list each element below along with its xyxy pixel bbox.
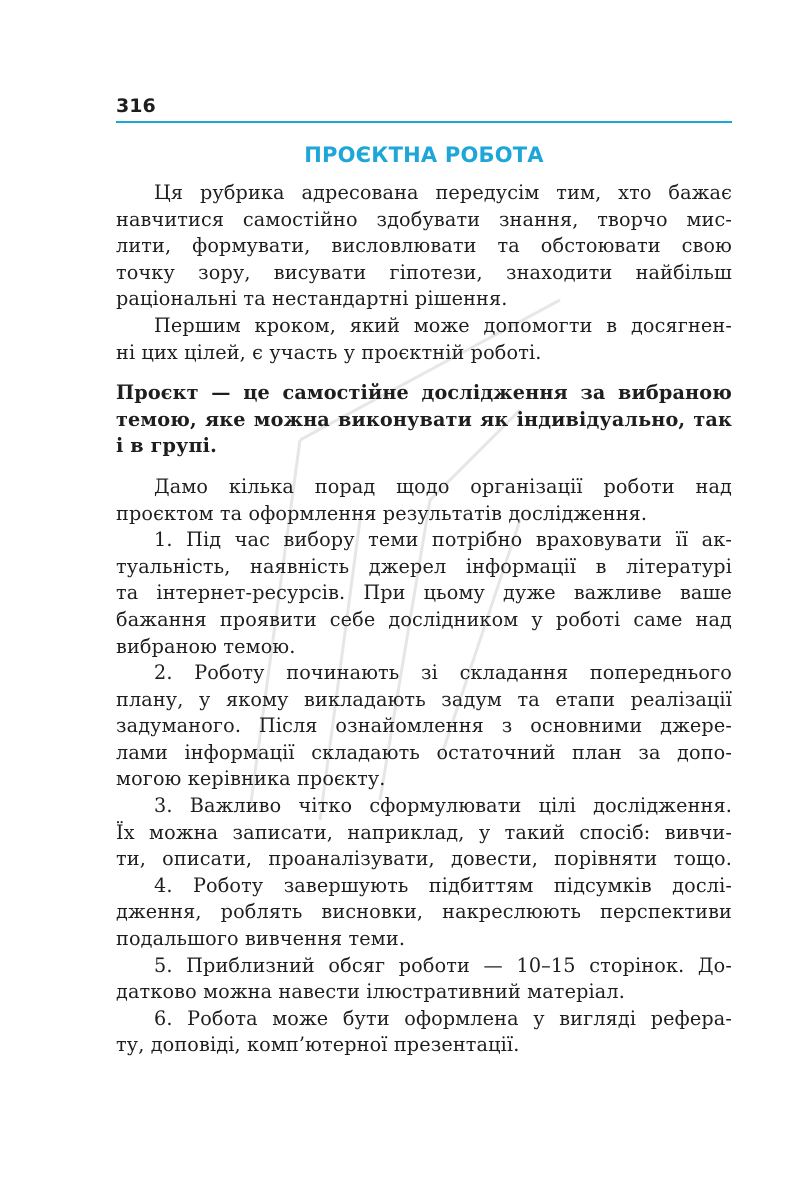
- text-line: могою керівника проєкту.: [116, 767, 386, 791]
- advice-item-6: [116, 1006, 732, 1059]
- text-line: ту, доповіді, комп’ютерної презентації.: [116, 1033, 520, 1057]
- text-line: дження, роблять висновки, накреслюють перспективи: [116, 900, 732, 924]
- text-line: лами інформації складають остаточний план за допо-: [116, 740, 732, 764]
- text-line: темою, яке можна виконувати як індивідуально, так: [116, 407, 732, 431]
- text-line: Першим кроком, який може допомогти в досягнен-: [154, 313, 732, 337]
- text-line: плану, у якому викладають задум та етапи реалізації: [116, 687, 732, 711]
- text-line: 5. Приблизний обсяг роботи — 10–15 сторінок. До-: [154, 953, 732, 977]
- text-line: подальшого вивчення теми.: [116, 927, 406, 951]
- text-line: проєктом та оформлення результатів дослідження.: [116, 501, 648, 525]
- text-line: датково можна навести ілюстративний матеріал.: [116, 980, 625, 1004]
- text-line: навчитися самостійно здобувати знання, творчо мис-: [116, 207, 732, 231]
- text-line: туальність, наявність джерел інформації в літературі: [116, 554, 732, 578]
- text-line: раціональні та нестандартні рішення.: [116, 287, 508, 311]
- text-line: лити, формувати, висловлювати та обстоювати свою: [116, 234, 732, 258]
- text-line: Проєкт — це самостійне дослідження за вибраною: [116, 381, 732, 405]
- text-line: 6. Робота може бути оформлена у вигляді рефера-: [154, 1006, 732, 1030]
- page-title: ПРОЄКТНА РОБОТА: [304, 143, 544, 167]
- first-step-paragraph: [116, 313, 732, 366]
- text-line: і в групі.: [116, 434, 217, 458]
- advice-item-5: [116, 953, 732, 1006]
- text-line: ти, описати, проаналізувати, довести, порівняти тощо.: [116, 847, 732, 871]
- text-line: вибраною темою.: [116, 634, 296, 658]
- page-content: [116, 180, 732, 1059]
- text-line: задуманого. Після ознайомлення з основними джере-: [116, 714, 732, 738]
- text-line: 3. Важливо чітко сформулювати цілі дослідження.: [154, 794, 732, 818]
- advice-item-3: [116, 793, 732, 873]
- text-line: 1. Під час вибору теми потрібно враховувати її ак-: [154, 528, 732, 552]
- advice-intro-paragraph: [116, 474, 732, 527]
- definition-paragraph: [116, 380, 732, 460]
- text-line: та інтернет-ресурсів. При цьому дуже важливе ваше: [116, 581, 732, 605]
- header-rule: [116, 121, 732, 123]
- page-number: 316: [116, 95, 156, 117]
- text-line: ні цих цілей, є участь у проєктній роботі.: [116, 340, 542, 364]
- advice-item-1: [116, 527, 732, 660]
- intro-paragraph: [116, 180, 732, 313]
- text-line: 4. Роботу завершують підбиттям підсумків дослі-: [154, 873, 732, 897]
- text-line: Ця рубрика адресована передусім тим, хто бажає: [154, 181, 732, 204]
- text-line: Дамо кілька порад щодо організації роботи над: [154, 474, 732, 498]
- advice-item-2: [116, 660, 732, 793]
- text-line: точку зору, висувати гіпотези, знаходити найбільш: [116, 260, 732, 284]
- text-line: бажання проявити себе дослідником у роботі саме над: [116, 607, 732, 631]
- text-line: 2. Роботу починають зі складання попереднього: [154, 661, 732, 685]
- advice-item-4: [116, 873, 732, 953]
- text-line: Їх можна записати, наприклад, у такий спосіб: вивчи-: [116, 820, 732, 844]
